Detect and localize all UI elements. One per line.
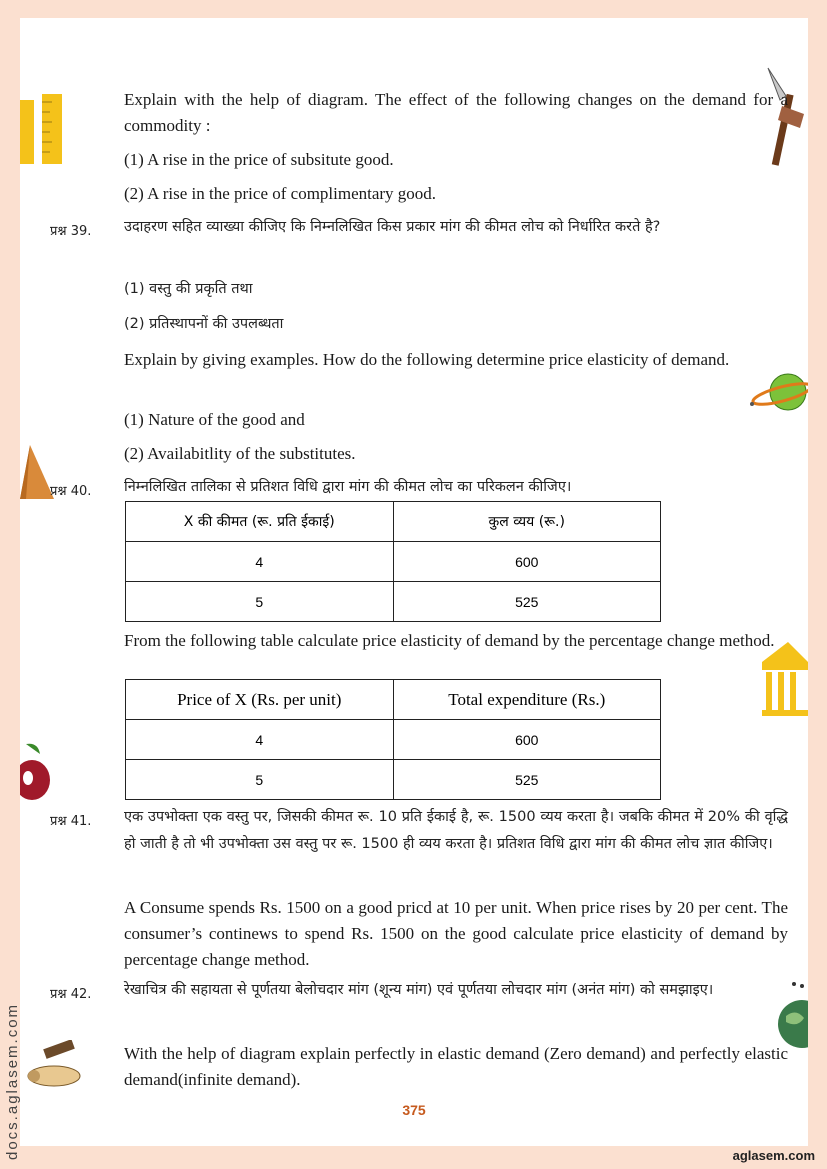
q40-english-text: From the following table calculate price elasticity of demand by the percentage change method. — [124, 631, 775, 650]
table-header-row — [126, 680, 661, 720]
q40-english-table — [125, 679, 661, 800]
table-cell: 600 — [393, 542, 661, 582]
table-cell: 525 — [393, 582, 661, 622]
document-page — [20, 18, 808, 1146]
q39-hindi-point-1: (1) वस्तु की प्रकृति तथा — [124, 281, 253, 297]
ruler-icon — [20, 92, 66, 168]
table-header: Price of X (Rs. per unit) — [126, 680, 394, 720]
table-row — [126, 582, 661, 622]
table-header: कुल व्यय (रू.) — [393, 502, 661, 542]
q40-hindi-table — [125, 501, 661, 622]
planet-icon — [748, 370, 808, 414]
q42-english-text: With the help of diagram explain perfectly in elastic demand (Zero demand) and perfectly elastic demand(infinite demand). — [124, 1044, 788, 1089]
table-cell: 4 — [126, 720, 394, 760]
table-row — [126, 720, 661, 760]
q39-hindi-point-2: (2) प्रतिस्थापनों की उपलब्धता — [124, 316, 284, 332]
q39-hindi-text: उदाहरण सहित व्याख्या कीजिए कि निम्नलिखित किस प्रकार मांग की कीमत लोच को निर्धारित करते है? — [124, 219, 661, 235]
watermark: docs.aglasem.com — [4, 1002, 21, 1160]
table-cell: 525 — [393, 760, 661, 800]
table-cell: 4 — [126, 542, 394, 582]
table-cell: 600 — [393, 720, 661, 760]
table-header-row — [126, 502, 661, 542]
apple-icon — [20, 740, 52, 802]
table-row — [126, 542, 661, 582]
q39-english-point-2: (2) Availabitlity of the substitutes. — [124, 444, 356, 463]
q42-number: प्रश्न 42. — [50, 987, 92, 1002]
table-row — [126, 760, 661, 800]
q38-point-1: (1) A rise in the price of subsitute good. — [124, 150, 394, 169]
page-number: 375 — [402, 1102, 426, 1118]
brand-label: aglasem.com — [732, 1148, 815, 1163]
table-cell: 5 — [126, 582, 394, 622]
pyramid-icon — [20, 443, 54, 503]
q40-number: प्रश्न 40. — [50, 484, 92, 499]
q39-number: प्रश्न 39. — [50, 224, 92, 239]
q41-english-text: A Consume spends Rs. 1500 on a good pricd at 10 per unit. When price rises by 20 per cent. The consumer’s continews to spend Rs. 1500 on the good calculate price elasticity of demand by percentage change method. — [124, 898, 788, 969]
q42-hindi-text: रेखाचित्र की सहायता से पूर्णतया बेलोचदार मांग (शून्य मांग) एवं पूर्णतया लोचदार मांग (अनंत मांग) को समझाइए। — [124, 982, 714, 998]
table-header: X की कीमत (रू. प्रति ईकाई) — [126, 502, 394, 542]
scroll-telescope-icon — [24, 1040, 82, 1092]
q41-hindi-text: एक उपभोक्ता एक वस्तु पर, जिसकी कीमत रू. 10 प्रति ईकाई है, रू. 1500 व्यय करता है। जबकि कीमत में 20% की वृद्धि हो जाती है तो भी उपभोक्ता उस वस्तु पर रू. 1500 ही व्यय करता है। प्रतिशत विधि द्वारा मांग की कीमत लोच ज्ञात कीजिए। — [124, 809, 788, 852]
q39-english-point-1: (1) Nature of the good and — [124, 410, 305, 429]
table-header: Total expenditure (Rs.) — [393, 680, 661, 720]
q38-intro: Explain with the help of diagram. The effect of the following changes on the demand for a commodity : — [124, 90, 788, 135]
q39-english-text: Explain by giving examples. How do the following determine price elasticity of demand. — [124, 350, 730, 369]
q38-point-2: (2) A rise in the price of complimentary good. — [124, 184, 437, 203]
q41-number: प्रश्न 41. — [50, 814, 92, 829]
table-cell: 5 — [126, 760, 394, 800]
q40-hindi-text: निम्नलिखित तालिका से प्रतिशत विधि द्वारा मांग की कीमत लोच का परिकलन कीजिए। — [124, 479, 572, 495]
